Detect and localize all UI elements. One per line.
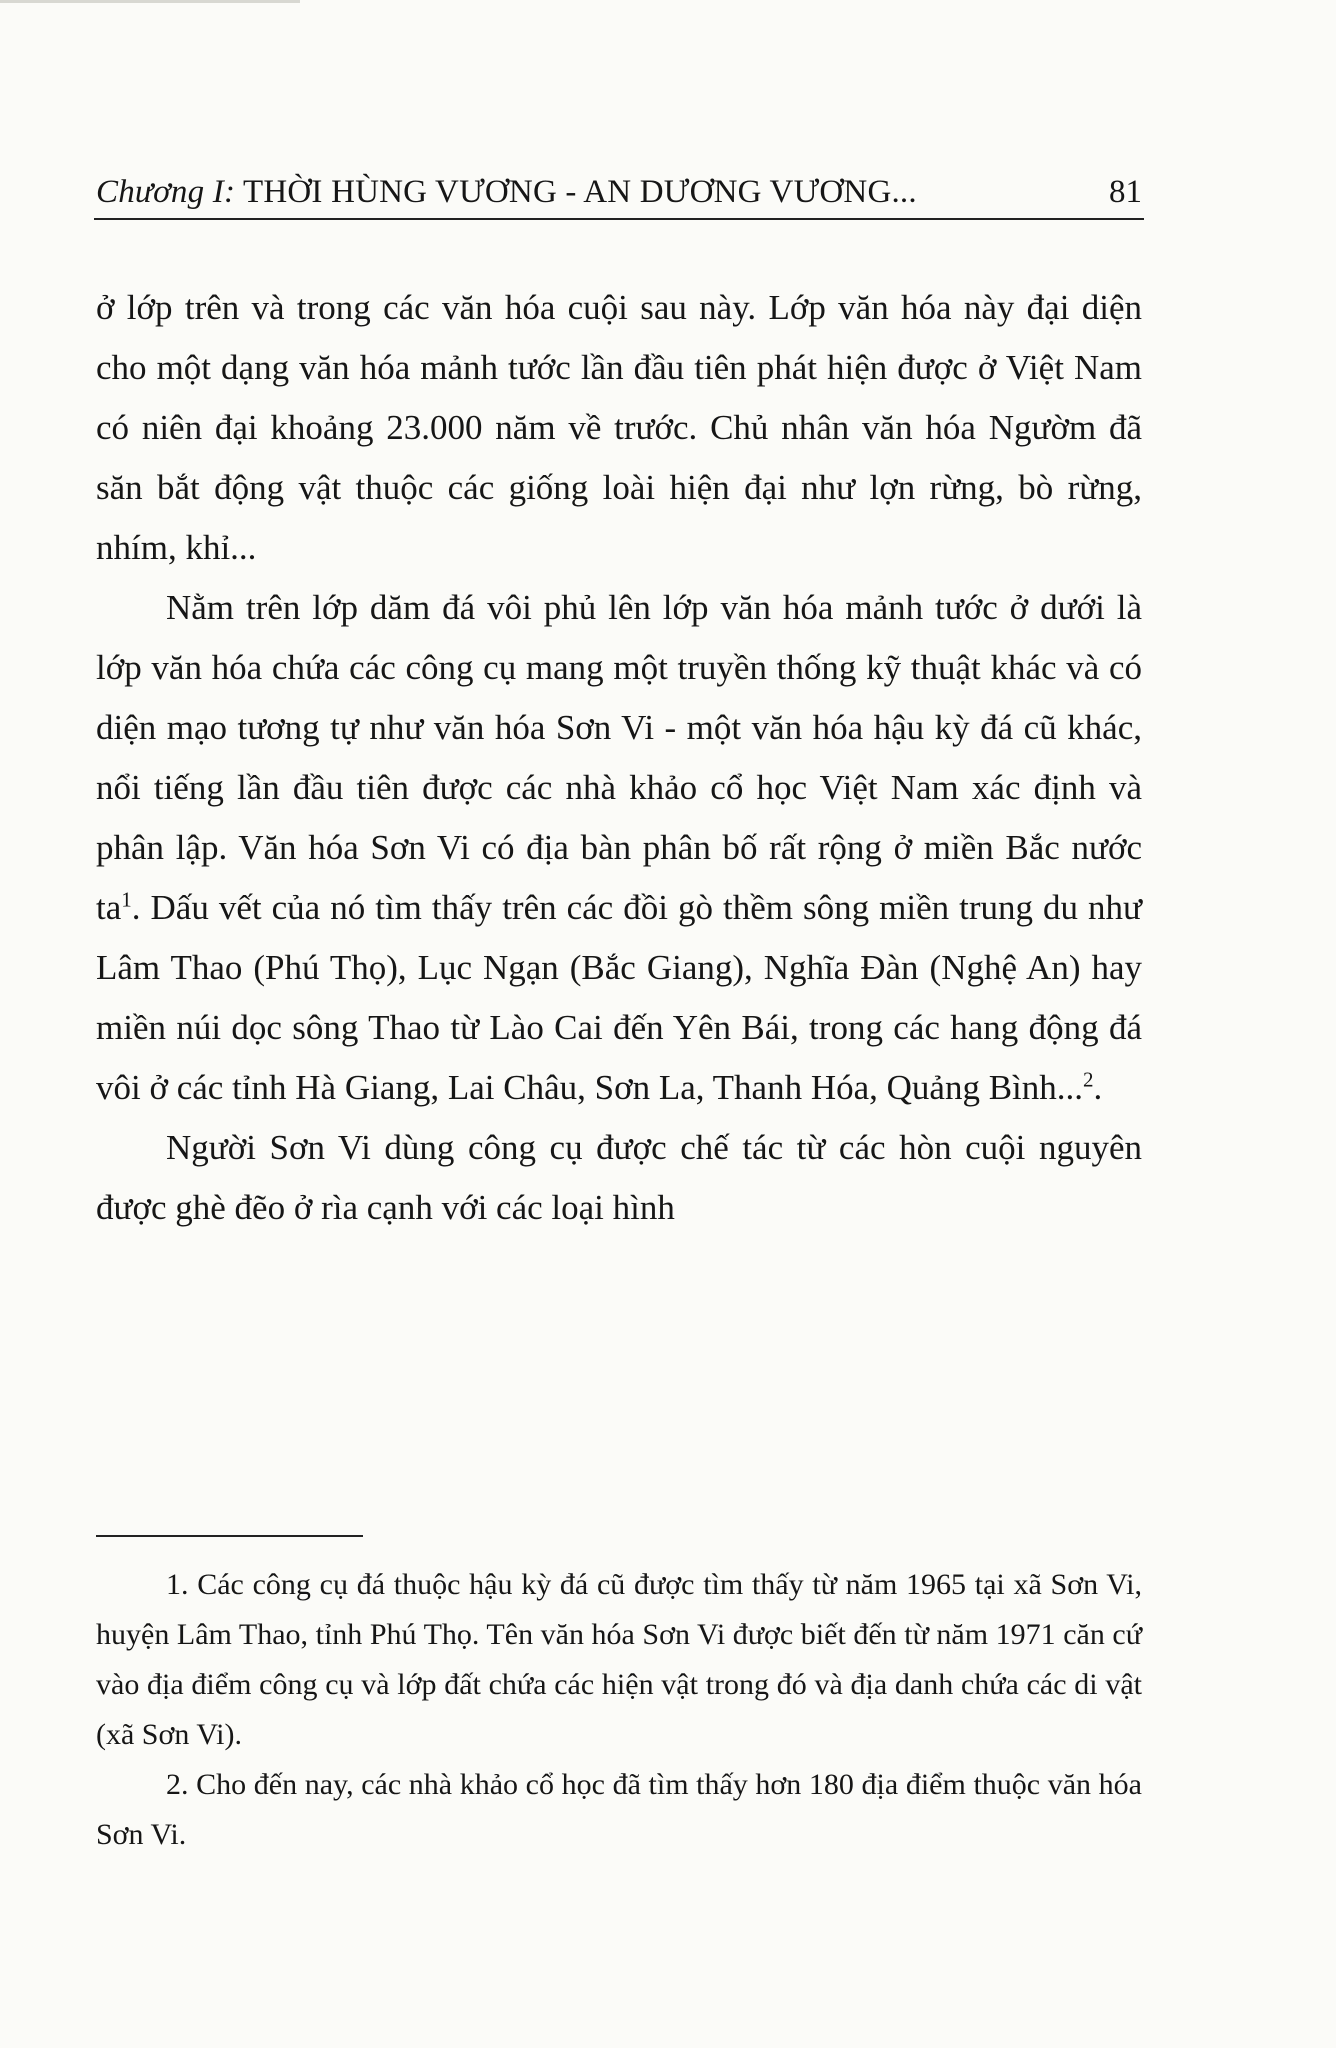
chapter-prefix: Chương I:: [96, 174, 236, 210]
footnote-ref-2[interactable]: 2: [1083, 1067, 1094, 1092]
paragraph-2: [96, 578, 1142, 1118]
paragraph-2-part-a: Nằm trên lớp dăm đá vôi phủ lên lớp văn hóa mảnh tước ở dưới là lớp văn hóa chứa các công cụ mang một truyền thống kỹ thuật khác và có diện mạo tương tự như văn hóa Sơn Vi - một văn hóa hậu kỳ đá cũ khác, nổi tiếng lần đầu tiên được các nhà khảo cổ học Việt Nam xác định và phân lập. Văn hóa Sơn Vi có địa bàn phân bố rất rộng ở miền Bắc nước ta: [96, 588, 1142, 927]
paragraph-3: Người Sơn Vi dùng công cụ được chế tác từ các hòn cuội nguyên được ghè đẽo ở rìa cạnh với các loại hình: [96, 1128, 1142, 1227]
page-number: 81: [1109, 174, 1142, 210]
footnote-ref-1[interactable]: 1: [121, 887, 132, 912]
paragraph-1: ở lớp trên và trong các văn hóa cuội sau này. Lớp văn hóa này đại diện cho một dạng văn hóa mảnh tước lần đầu tiên phát hiện được ở Việt Nam có niên đại khoảng 23.000 năm về trước. Chủ nhân văn hóa Ngườm đã săn bắt động vật thuộc các giống loài hiện đại như lợn rừng, bò rừng, nhím, khỉ...: [96, 288, 1142, 567]
main-text: [96, 278, 1142, 1238]
running-header: [96, 170, 1142, 214]
header-rule: [94, 218, 1144, 220]
footnotes: [96, 1560, 1142, 1860]
chapter-title-text: THỜI HÙNG VƯƠNG - AN DƯƠNG VƯƠNG...: [235, 174, 917, 210]
paragraph-2-part-c: .: [1093, 1068, 1103, 1107]
footnote-1: 1. Các công cụ đá thuộc hậu kỳ đá cũ được tìm thấy từ năm 1965 tại xã Sơn Vi, huyện Lâm Thao, tỉnh Phú Thọ. Tên văn hóa Sơn Vi được biết đến từ năm 1971 căn cứ vào địa điểm công cụ và lớp đất chứa các hiện vật trong đó và địa danh chứa các di vật (xã Sơn Vi).: [96, 1568, 1142, 1751]
page-edge-mark: [0, 0, 300, 3]
paragraph-2-part-b: . Dấu vết của nó tìm thấy trên các đồi gò thềm sông miền trung du như Lâm Thao (Phú Thọ), Lục Ngạn (Bắc Giang), Nghĩa Đàn (Nghệ An) hay miền núi dọc sông Thao từ Lào Cai đến Yên Bái, trong các hang động đá vôi ở các tỉnh Hà Giang, Lai Châu, Sơn La, Thanh Hóa, Quảng Bình...: [96, 888, 1142, 1107]
chapter-title: [96, 170, 917, 214]
footnote-2: 2. Cho đến nay, các nhà khảo cổ học đã tìm thấy hơn 180 địa điểm thuộc văn hóa Sơn Vi.: [96, 1768, 1142, 1851]
footnote-rule: [96, 1535, 363, 1537]
